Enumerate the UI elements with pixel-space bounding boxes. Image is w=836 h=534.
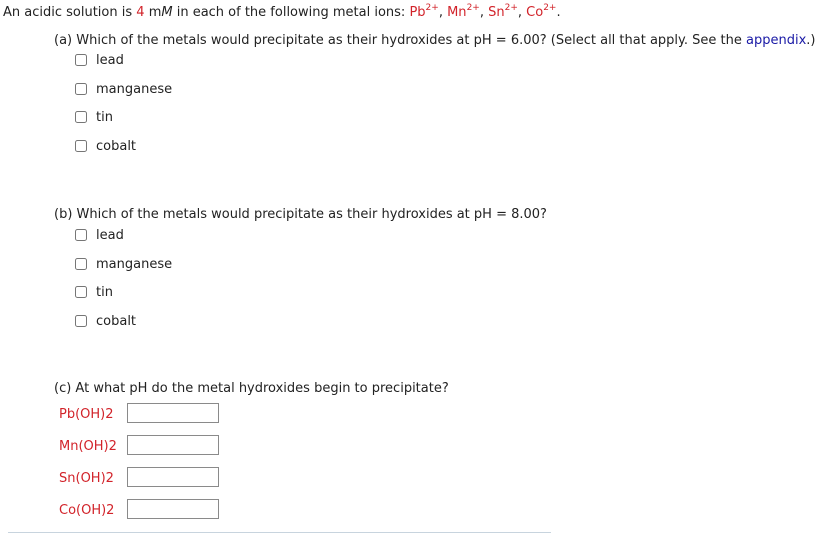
part-a-question <box>54 33 815 48</box>
part-a-option-manganese[interactable] <box>75 81 172 97</box>
part-a-option-lead[interactable] <box>75 52 124 68</box>
intro-text-middle: in each of the following metal ions: <box>172 5 410 20</box>
bottom-divider <box>8 532 551 533</box>
answer-label-sn: Sn(OH)2 <box>59 470 114 486</box>
part-b-option-cobalt[interactable] <box>75 313 136 329</box>
part-c-question: (c) At what pH do the metal hydroxides begin to precipitate? <box>54 381 449 396</box>
option-label: cobalt <box>96 138 137 154</box>
part-a-checkbox-manganese[interactable] <box>75 83 87 95</box>
answer-label-mn: Mn(OH)2 <box>59 438 117 454</box>
answer-label-pb: Pb(OH)2 <box>59 406 114 422</box>
part-a-question-text: (a) Which of the metals would precipitate as their hydroxides at pH = 6.00? (Select all that apply. See the <box>54 33 746 48</box>
answer-input-sn[interactable] <box>127 467 219 487</box>
problem-statement <box>3 5 561 20</box>
part-b-checkbox-tin[interactable] <box>75 286 87 298</box>
ion-separator: , <box>438 5 448 20</box>
answer-row-sn <box>59 467 127 489</box>
option-label: manganese <box>96 256 173 272</box>
part-b-option-manganese[interactable] <box>75 256 172 272</box>
option-label: cobalt <box>96 313 137 329</box>
part-b-option-lead[interactable] <box>75 227 124 243</box>
answer-label-co: Co(OH)2 <box>59 502 115 518</box>
part-b-question: (b) Which of the metals would precipitate as their hydroxides at pH = 8.00? <box>54 207 547 222</box>
part-b-checkbox-cobalt[interactable] <box>75 315 87 327</box>
intro-text-start: An acidic solution is <box>3 5 137 20</box>
ion-separator: , <box>517 5 527 20</box>
ion-mn: $Mn^{2+}$ <box>447 3 480 20</box>
part-b-option-tin[interactable] <box>75 284 113 300</box>
part-a-question-end: .) <box>806 33 816 48</box>
answer-row-mn <box>59 435 127 457</box>
concentration-value: 4 <box>136 5 145 20</box>
part-b-checkbox-manganese[interactable] <box>75 258 87 270</box>
ion-sn: $Sn^{2+}$ <box>488 3 518 20</box>
answer-input-pb[interactable] <box>127 403 219 423</box>
part-a-checkbox-tin[interactable] <box>75 111 87 123</box>
option-label: lead <box>96 227 124 243</box>
answer-input-mn[interactable] <box>127 435 219 455</box>
answer-row-pb <box>59 403 127 425</box>
option-label: lead <box>96 52 124 68</box>
unit-molar: M <box>161 5 173 20</box>
option-label: tin <box>96 109 113 125</box>
unit-prefix: m <box>148 5 162 20</box>
ion-separator: . <box>556 5 561 20</box>
part-a-checkbox-lead[interactable] <box>75 54 87 66</box>
option-label: manganese <box>96 81 173 97</box>
answer-row-co <box>59 499 127 521</box>
ion-co: $Co^{2+}$ <box>526 3 557 20</box>
part-a-checkbox-cobalt[interactable] <box>75 140 87 152</box>
part-b-checkbox-lead[interactable] <box>75 229 87 241</box>
ion-separator: , <box>479 5 489 20</box>
part-a-option-tin[interactable] <box>75 109 113 125</box>
option-label: tin <box>96 284 113 300</box>
ion-pb: $Pb^{2+}$ <box>409 3 439 20</box>
part-a-option-cobalt[interactable] <box>75 138 136 154</box>
appendix-link[interactable]: appendix <box>746 33 807 48</box>
answer-input-co[interactable] <box>127 499 219 519</box>
